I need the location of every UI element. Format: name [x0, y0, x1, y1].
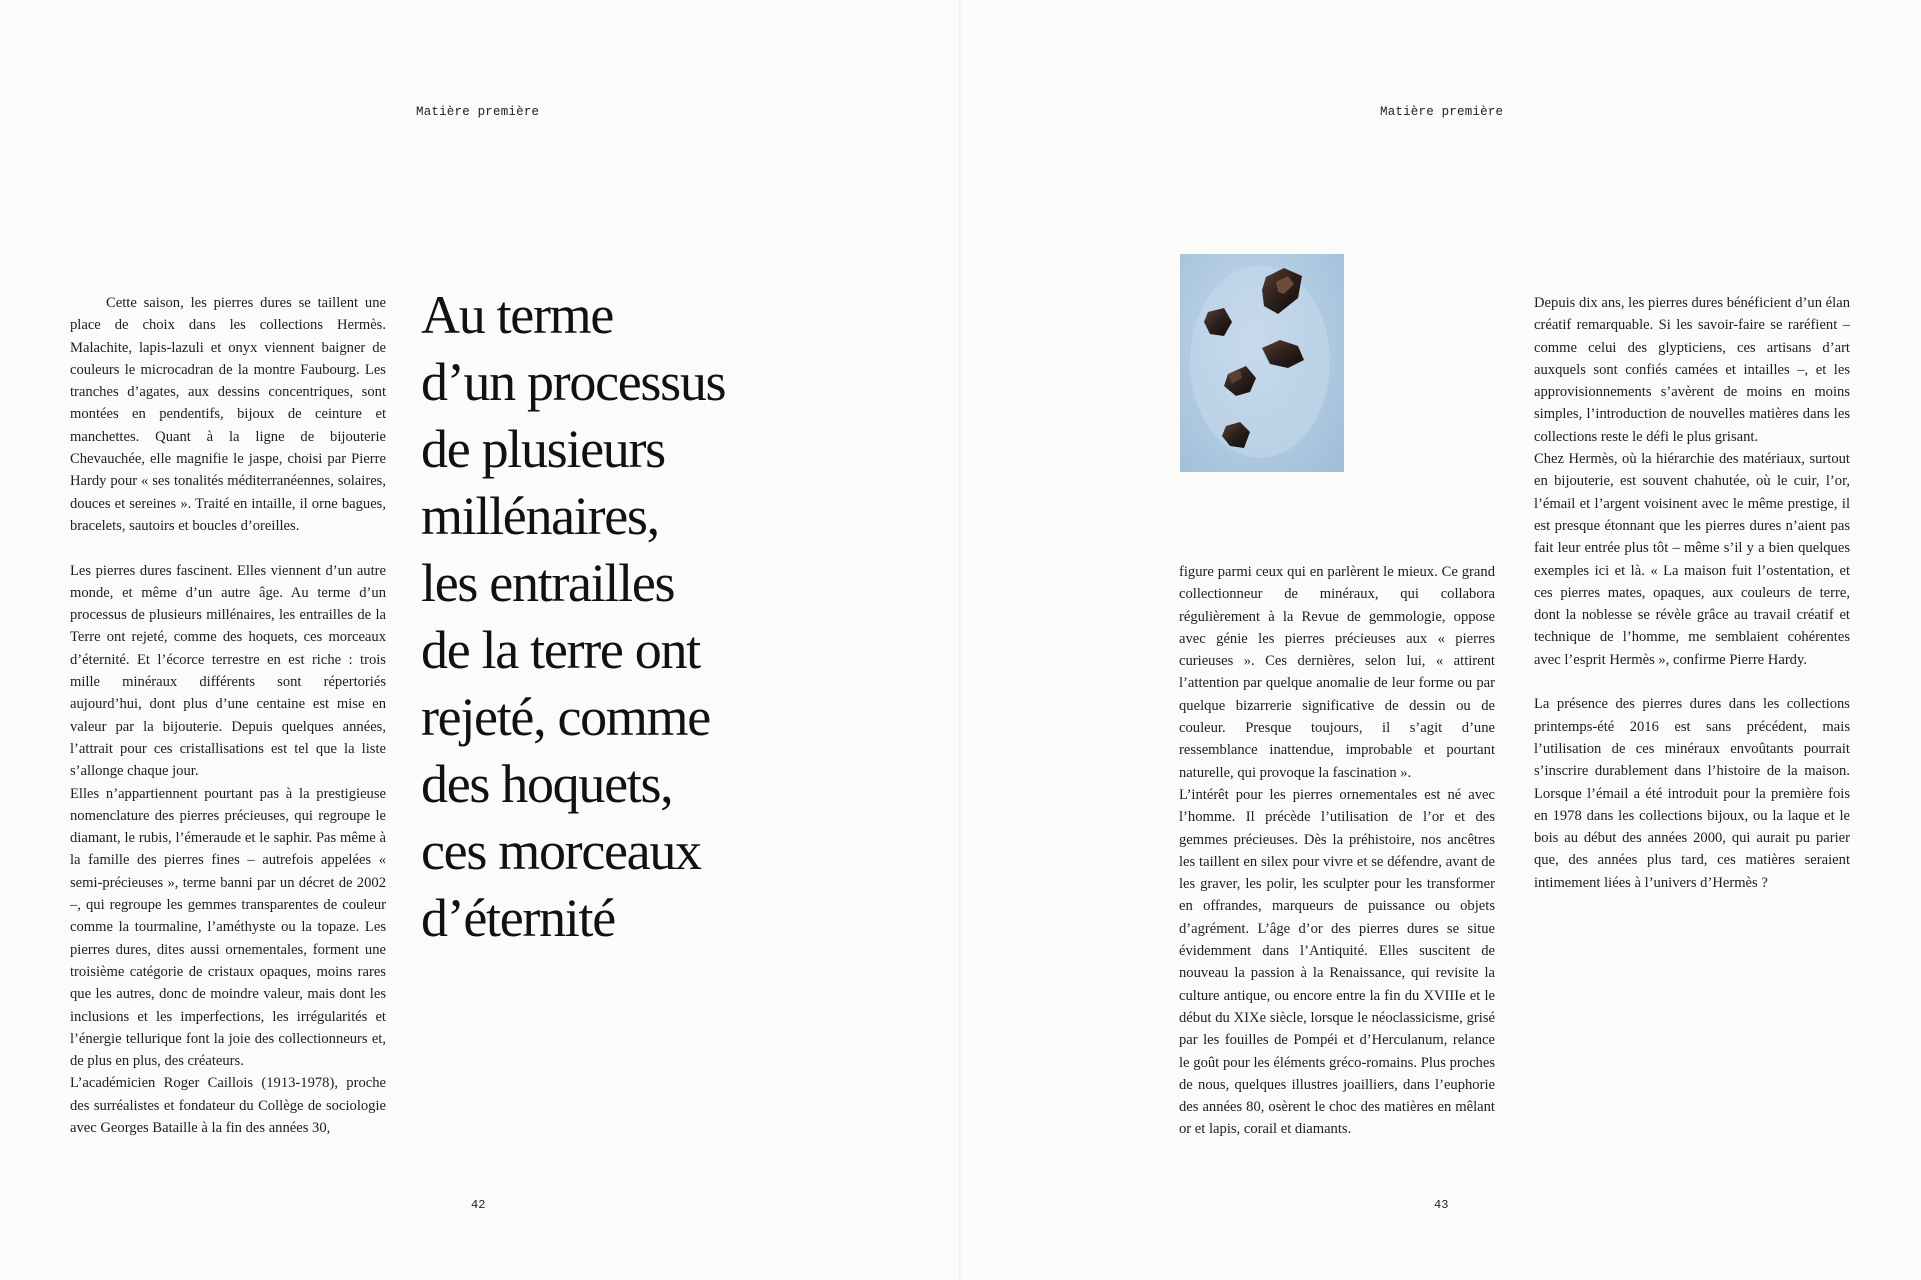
paragraph: La présence des pierres dures dans les collections printemps-été 2016 est sans précédent, mais l’utilisation de ces minéraux envoûtants pourrait s’inscrire durablement dans l’histoire de la maison. Lorsque l’émail a été introduit pour la première fois en 1978 dans les collections bijoux, ou la laque et le bois au début des années 2000, qui aurait pu parier que, des années plus tard, ces matières seraient intimement liées à l’univers d’Hermès ? — [1534, 696, 1850, 891]
running-head: Matière première — [416, 105, 540, 119]
pull-quote-line: d’éternité — [421, 888, 615, 948]
body-column-left — [70, 292, 386, 1139]
pull-quote-line: rejeté, comme — [421, 687, 710, 747]
paragraph: L’académicien Roger Caillois (1913-1978), proche des surréalistes et fondateur du Collège de sociologie avec Georges Bataille à la fin des années 30, — [70, 1075, 386, 1136]
pull-quote-line: d’un processus — [421, 352, 726, 412]
pull-quote-line: de plusieurs — [421, 419, 665, 479]
body-column-middle — [1179, 561, 1495, 1141]
pull-quote-line: les entrailles — [421, 553, 675, 613]
paragraph: L’intérêt pour les pierres ornementales est né avec l’homme. Il précède l’utilisation de l’or et des gemmes précieuses. Dès la préhistoire, nos ancêtres les taillent en silex pour vivre et se défendre, avant de les graver, les polir, les sculpter pour les transformer en offrandes, marqueurs de puissance ou objets d’agrément. L’âge d’or des pierres dures se situe évidemment dans l’Antiquité. Elles suscitent de nouveau la passion à la Renaissance, qui revisite la culture antique, ou encore entre la fin du XVIIIe et le début du XIXe siècle, lorsque le néoclassicisme, grisé par les fouilles de Pompéi et d’Herculanum, relance le goût pour les éléments gréco-romains. Plus proches de nous, quelques illustres joailliers, dans l’euphorie des années 80, osèrent le choc des matières en mêlant or et lapis, corail et diamants. — [1179, 786, 1495, 1138]
pull-quote — [421, 282, 741, 952]
paragraph: Depuis dix ans, les pierres dures bénéficient d’un élan créatif remarquable. Si les savoir-faire se raréfient – comme celui des glypticiens, ces artisans d’art auxquels sont confiés camées et intailles –, et les approvisionnements s’avèrent de moins en moins simples, l’introduction de nouvelles matières dans les collections reste le défi le plus grisant. — [1534, 295, 1850, 445]
body-column-right — [1534, 292, 1850, 894]
paragraph: Les pierres dures fascinent. Elles viennent d’un autre monde, et même d’un autre âge. Au terme d’un processus de plusieurs millénaires, les entrailles de la Terre ont rejeté, comme des hoquets, ces morceaux d’éternité. Et l’écorce terrestre en est riche : trois mille minéraux différents sont répertoriés aujourd’hui, dont plus d’une centaine est mise en valeur par la bijouterie. Depuis quelques années, l’attrait pour ces cristallisations est tel que la liste s’allonge chaque jour. — [70, 562, 386, 780]
pull-quote-line: Au terme — [421, 285, 614, 345]
stones-illustration-icon — [1180, 254, 1344, 472]
dark-stones-on-blue-photo — [1180, 254, 1344, 472]
page-number: 42 — [471, 1198, 486, 1212]
paragraph: Chez Hermès, où la hiérarchie des matériaux, surtout en bijouterie, est souvent chahutée, où le cuir, l’or, l’émail et l’argent voisinent avec le même prestige, il est presque étonnant que les pierres dures n’aient pas fait leur entrée plus tôt – même s’il y a bien quelques exemples ici et là. « La maison fuit l’ostentation, et ces pierres mates, opaques, aux couleurs de terre, dont la noblesse se révèle grâce au travail créatif et technique de l’homme, me semblaient cohérentes avec l’esprit Hermès », confirme Pierre Hardy. — [1534, 451, 1850, 668]
page-number: 43 — [1434, 1198, 1449, 1212]
pull-quote-line: ces morceaux — [421, 821, 701, 881]
pull-quote-line: millénaires, — [421, 486, 659, 546]
paragraph: Elles n’appartiennent pourtant pas à la prestigieuse nomenclature des pierres précieuses, qui regroupe le diamant, le rubis, l’émeraude et le saphir. Pas même à la famille des pierres fines – autrefois appelées « semi-précieuses », terme banni par un décret de 2002 –, qui regroupe les gemmes transparentes de couleur comme la tourmaline, l’améthyste ou la topaze. Les pierres dures, dites aussi ornementales, forment une troisième catégorie de cristaux opaques, moins rares que les autres, donc de moindre valeur, mais dont les inclusions et les imperfections, les irrégularités et l’énergie tellurique font la joie des collectionneurs et, de plus en plus, des créateurs. — [70, 785, 386, 1070]
paragraph: Cette saison, les pierres dures se taillent une place de choix dans les collections Hermès. Malachite, lapis-lazuli et onyx viennent baigner de couleurs le microcadran de la montre Faubourg. Les tranches d’agates, aux dessins concentriques, sont montées en pendentifs, bijoux de ceinture et manchettes. Quant à la ligne de bijouterie Chevauchée, elle magnifie le jaspe, choisi par Pierre Hardy pour « ses tonalités méditerranéennes, solaires, douces et sereines ». Traité en intaille, il orne bagues, bracelets, sautoirs et boucles d’oreilles. — [70, 295, 386, 534]
left-page — [0, 0, 960, 1280]
pull-quote-line: des hoquets, — [421, 754, 673, 814]
running-head: Matière première — [1380, 105, 1504, 119]
paragraph: figure parmi ceux qui en parlèrent le mieux. Ce grand collectionneur de minéraux, qui collabora régulièrement à la Revue de gemmologie, oppose avec génie les pierres précieuses aux « pierres curieuses ». Ces dernières, selon lui, « attirent l’attention par quelque anomalie de leur forme ou par quelque bizarrerie significative de dessin ou de couleur. Presque toujours, il s’agit d’une ressemblance inattendue, improbable et pourtant naturelle, qui provoque la fascination ». — [1179, 564, 1495, 781]
pull-quote-line: de la terre ont — [421, 620, 700, 680]
right-page — [961, 0, 1921, 1280]
